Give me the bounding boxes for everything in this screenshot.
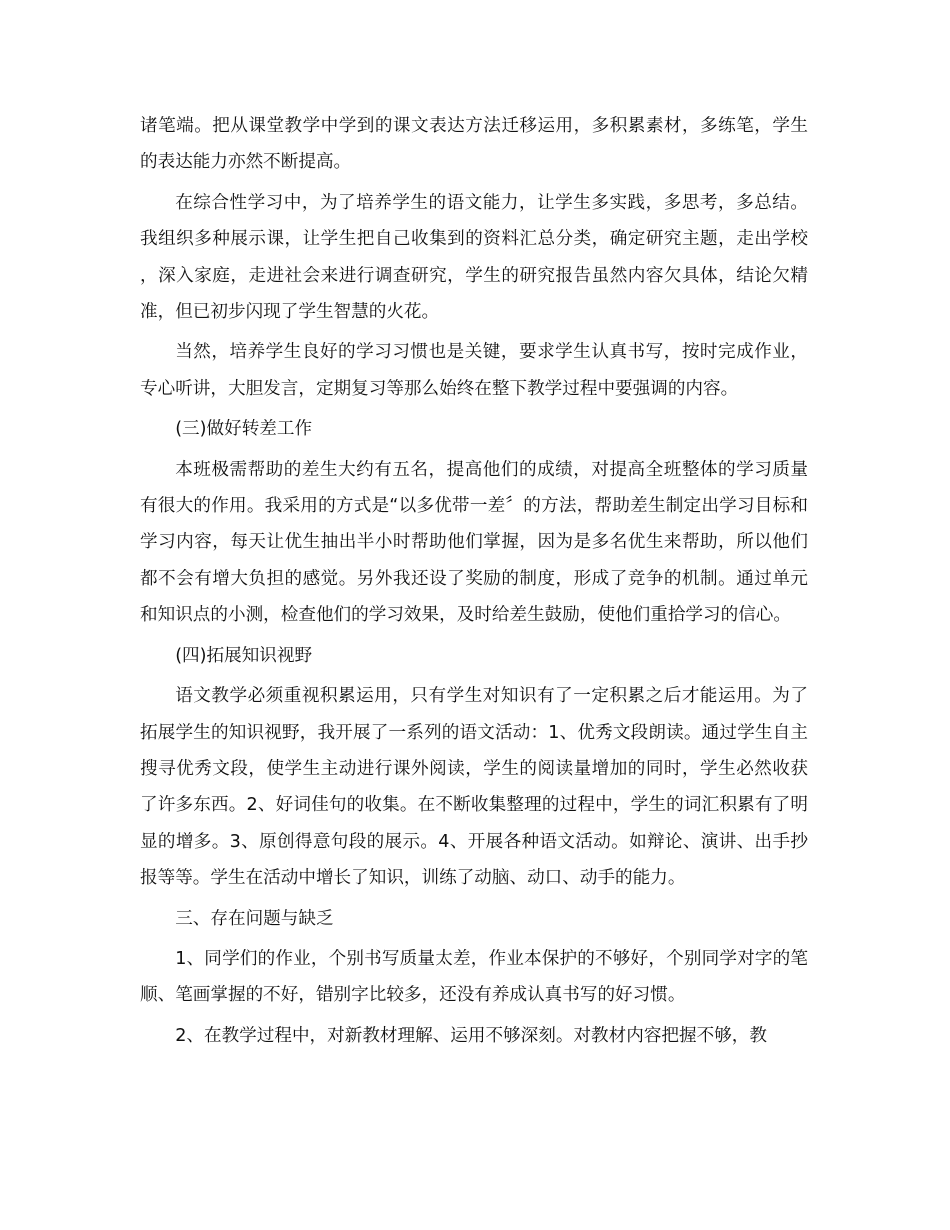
paragraph-language-activities: 语文教学必须重视积累运用，只有学生对知识有了一定积累之后才能运用。为了拓展学生的知识视野，我开展了一系列的语文活动：1、优秀文段朗读。通过学生自主搜寻优秀文段，使学生主动进行课外阅读，学生的阅读量增加的同时，学生必然收获了许多东西。2、好词佳句的收集。在不断收集整理的过程中，学生的词汇积累有了明显的增多。3、原创得意句段的展示。4、开展各种语文活动。如辩论、演讲、出手抄报等等。学生在活动中增长了知识，训练了动脑、动口、动手的能力。 (140, 686, 808, 889)
document-body (140, 108, 808, 1058)
paragraph-comprehensive-learning: 在综合性学习中，为了培养学生的语文能力，让学生多实践，多思考，多总结。我组织多种展示课，让学生把自己收集到的资料汇总分类，确定研究主题，走出学校，深入家庭，走进社会来进行调查研究，学生的研究报告虽然内容欠具体，结论欠精准，但已初步闪现了学生智慧的火花。 (140, 192, 808, 323)
section-heading-expand-knowledge: (四)拓展知识视野 (175, 645, 313, 666)
paragraph-weak-students: 本班极需帮助的差生大约有五名，提高他们的成绩，对提高全班整体的学习质量有很大的作用。我采用的方式是“以多优带一差〞的方法，帮助差生制定出学习目标和学习内容，每天让优生抽出半小时帮助他们掌握，因为是多名优生来帮助，所以他们都不会有增大负担的感觉。另外我还设了奖励的制度，形成了竞争的机制。通过单元和知识点的小测，检查他们的学习效果，及时给差生鼓励，使他们重拾学习的信心。 (140, 459, 808, 626)
paragraph-problem-teaching: 2、在教学过程中，对新教材理解、运用不够深刻。对教材内容把握不够，教 (175, 1025, 767, 1046)
paragraph-continuation: 诸笔端。把从课堂教学中学到的课文表达方法迁移运用，多积累素材，多练笔，学生的表达能力亦然不断提高。 (140, 116, 808, 173)
paragraph-problem-homework: 1、同学们的作业，个别书写质量太差，作业本保护的不够好，个别同学对字的笔顺、笔画掌握的不好，错别字比较多，还没有养成认真书写的好习惯。 (140, 948, 808, 1006)
paragraph-study-habits: 当然，培养学生良好的学习习惯也是关键，要求学生认真书写，按时完成作业，专心听讲，大胆发言，定期复习等那么始终在整下教学过程中要强调的内容。 (140, 342, 808, 399)
section-heading-improve-weak-students: (三)做好转差工作 (175, 419, 313, 440)
section-heading-problems: 三、存在问题与缺乏 (175, 908, 334, 929)
